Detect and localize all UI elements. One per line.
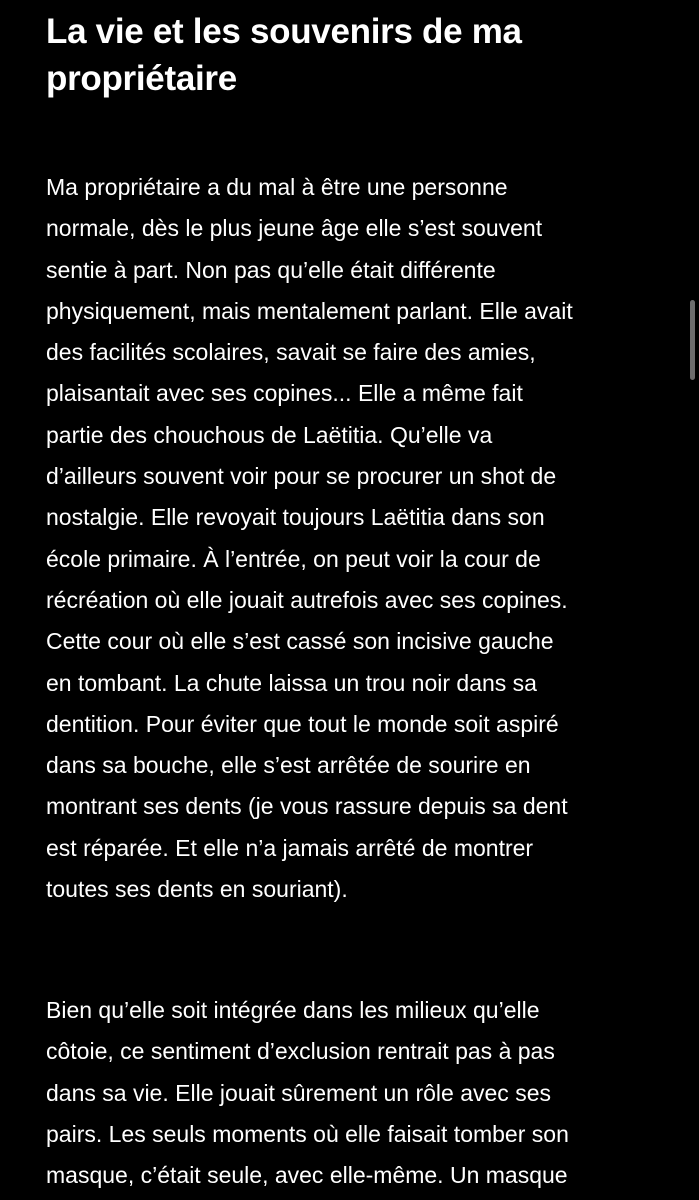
text-line: est réparée. Et elle n’a jamais arrêté de montrer	[46, 834, 534, 861]
text-line: physiquement, mais mentalement parlant. Elle avait	[46, 297, 573, 324]
title-line: La vie et les souvenirs de ma	[46, 12, 522, 51]
text-line: école primaire. À l’entrée, on peut voir la cour de	[46, 545, 541, 572]
body-paragraph-2	[46, 990, 686, 1196]
text-line: dans sa vie. Elle jouait sûrement un rôle avec ses	[46, 1079, 551, 1106]
text-line: d’ailleurs souvent voir pour se procurer un shot de	[46, 463, 557, 490]
text-line: dentition. Pour éviter que tout le monde soit aspiré	[46, 710, 559, 737]
text-line: sentie à part. Non pas qu’elle était différente	[46, 256, 496, 283]
title-line: propriétaire	[46, 59, 237, 98]
text-line: Ma propriétaire a du mal à être une personne	[46, 174, 508, 200]
text-line: partie des chouchous de Laëtitia. Qu’elle va	[46, 421, 493, 448]
text-line: en tombant. La chute laissa un trou noir dans sa	[46, 669, 537, 696]
body-paragraph-1	[46, 167, 686, 910]
text-line: toutes ses dents en souriant).	[46, 876, 348, 903]
text-line: des facilités scolaires, savait se faire des amies,	[46, 339, 536, 366]
text-line: Bien qu’elle soit intégrée dans les milieux qu’elle	[46, 997, 540, 1023]
text-line: normale, dès le plus jeune âge elle s’est souvent	[46, 215, 543, 242]
text-line: pairs. Les seuls moments où elle faisait tomber son	[46, 1120, 569, 1147]
text-line: Cette cour où elle s’est cassé son incisive gauche	[46, 628, 554, 655]
text-line: nostalgie. Elle revoyait toujours Laëtitia dans son	[46, 504, 545, 531]
text-line: montrant ses dents (je vous rassure depuis sa dent	[46, 793, 568, 820]
text-line: récréation où elle jouait autrefois avec ses copines.	[46, 586, 568, 613]
text-line: masque, c’était seule, avec elle-même. Un masque	[46, 1162, 568, 1189]
text-line: dans sa bouche, elle s’est arrêtée de sourire en	[46, 752, 531, 779]
vertical-scrollbar[interactable]	[690, 300, 695, 380]
document-title	[46, 8, 666, 102]
text-line: plaisantait avec ses copines... Elle a même fait	[46, 380, 523, 407]
text-line: côtoie, ce sentiment d’exclusion rentrait pas à pas	[46, 1038, 555, 1065]
